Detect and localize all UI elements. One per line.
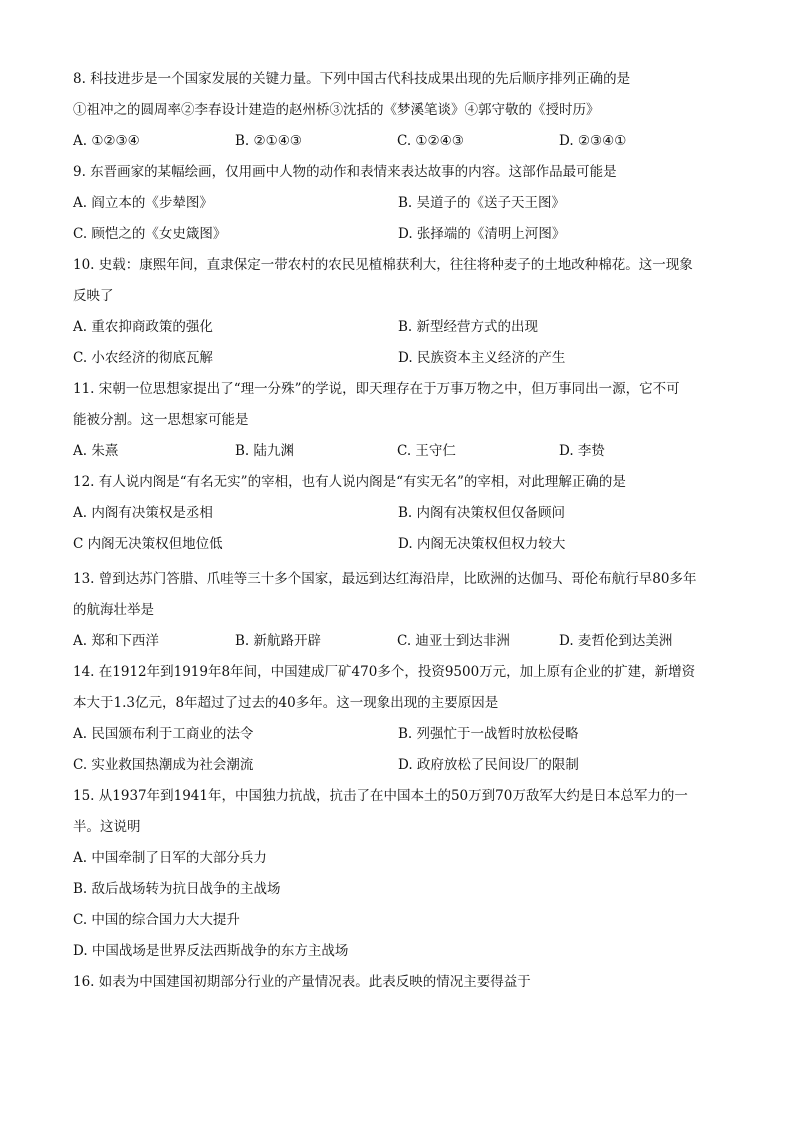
option-d[interactable]: D. ②③④① [559,133,627,149]
options-row [73,436,723,467]
options-row [73,188,723,219]
question-stem: ①祖冲之的圆周率②李春设计建造的赵州桥③沈括的《梦溪笔谈》④郭守敬的《授时历》 [73,102,600,118]
question-stem: 12. 有人说内阁是“有名无实”的宰相，也有人说内阁是“有实无名”的宰相，对此理解正确的是 [73,474,626,490]
question-12 [73,467,723,560]
option-a[interactable]: A. 中国牵制了日军的大部分兵力 [73,850,267,866]
question-stem: 13. 曾到达苏门答腊、爪哇等三十多个国家，最远到达红海沿岸，比欧洲的达伽马、哥伦布航行早80多年 [73,571,697,587]
option-d[interactable]: D. 政府放松了民间设厂的限制 [398,757,579,773]
question-stem: 半。这说明 [73,819,141,835]
option-a[interactable]: A. 民国颁布利于工商业的法令 [73,726,254,742]
question-stem: 10. 史载：康熙年间，直隶保定一带农村的农民见植棉获利大，往往将种麦子的土地改种棉花。这一现象 [73,257,693,273]
option-c[interactable]: C. 迪亚士到达非洲 [397,633,510,649]
options-row [73,750,723,781]
option-c[interactable]: C. ①②④③ [397,133,464,149]
option-b[interactable]: B. 陆九渊 [235,443,295,459]
options-row [73,126,723,157]
option-d[interactable]: D. 民族资本主义经济的产生 [398,350,566,366]
option-a[interactable]: A. 朱熹 [73,443,119,459]
question-stem: 16. 如表为中国建国初期部分行业的产量情况表。此表反映的情况主要得益于 [73,974,531,990]
option-b[interactable]: B. 内阁有决策权但仅备顾问 [398,505,566,521]
options-row [73,529,723,560]
option-d[interactable]: D. 李贽 [559,443,605,459]
question-16 [73,967,723,998]
options-row [73,719,723,750]
option-b[interactable]: B. 列强忙于一战暂时放松侵略 [398,726,579,742]
options-row [73,498,723,529]
question-13 [73,564,723,657]
option-c[interactable]: C. 中国的综合国力大大提升 [73,912,240,928]
question-15 [73,781,723,967]
question-stem: 8. 科技进步是一个国家发展的关键力量。下列中国古代科技成果出现的先后顺序排列正确的是 [73,71,631,87]
option-c[interactable]: C. 小农经济的彻底瓦解 [73,350,213,366]
question-14 [73,657,723,781]
options-column [73,843,723,967]
question-stem: 能被分割。这一思想家可能是 [73,412,249,428]
question-stem: 的航海壮举是 [73,602,154,618]
options-row [73,343,723,374]
options-row [73,312,723,343]
option-b[interactable]: B. ②①④③ [235,133,302,149]
option-b[interactable]: B. 敌后战场转为抗日战争的主战场 [73,881,281,897]
option-a[interactable]: A. 内阁有决策权是丞相 [73,505,213,521]
option-c[interactable]: C. 顾恺之的《女史箴图》 [73,226,227,242]
option-b[interactable]: B. 新航路开辟 [235,633,322,649]
question-11 [73,374,723,467]
option-a[interactable]: A. 重农抑商政策的强化 [73,319,213,335]
question-stem: 11. 宋朝一位思想家提出了“理一分殊”的学说，即天理存在于万事万物之中，但万事同出一源，它不可 [73,381,680,397]
option-c[interactable]: C. 王守仁 [397,443,456,459]
option-a[interactable]: A. ①②③④ [73,133,140,149]
question-stem: 14. 在1912年到1919年8年间，中国建成厂矿470多个，投资9500万元，加上原有企业的扩建，新增资 [73,664,696,680]
question-8 [73,64,723,157]
exam-page [73,64,723,998]
question-9 [73,157,723,250]
options-row [73,219,723,250]
option-c[interactable]: C. 实业救国热潮成为社会潮流 [73,757,254,773]
options-row [73,626,723,657]
question-stem: 15. 从1937年到1941年，中国独力抗战，抗击了在中国本土的50万到70万敌军大约是日本总军力的一 [73,788,688,804]
question-stem: 9. 东晋画家的某幅绘画，仅用画中人物的动作和表情来表达故事的内容。这部作品最可能是 [73,164,617,180]
option-d[interactable]: D. 张择端的《清明上河图》 [398,226,566,242]
option-b[interactable]: B. 吴道子的《送子天王图》 [398,195,566,211]
option-a[interactable]: A. 阎立本的《步辇图》 [73,195,213,211]
option-d[interactable]: D. 内阁无决策权但权力较大 [398,536,566,552]
question-stem: 本大于1.3亿元，8年超过了过去的40多年。这一现象出现的主要原因是 [73,695,499,711]
option-d[interactable]: D. 麦哲伦到达美洲 [559,633,673,649]
option-d[interactable]: D. 中国战场是世界反法西斯战争的东方主战场 [73,943,349,959]
option-b[interactable]: B. 新型经营方式的出现 [398,319,539,335]
option-c[interactable]: C 内阁无决策权但地位低 [73,536,223,552]
question-stem: 反映了 [73,288,114,304]
question-10 [73,250,723,374]
option-a[interactable]: A. 郑和下西洋 [73,633,159,649]
